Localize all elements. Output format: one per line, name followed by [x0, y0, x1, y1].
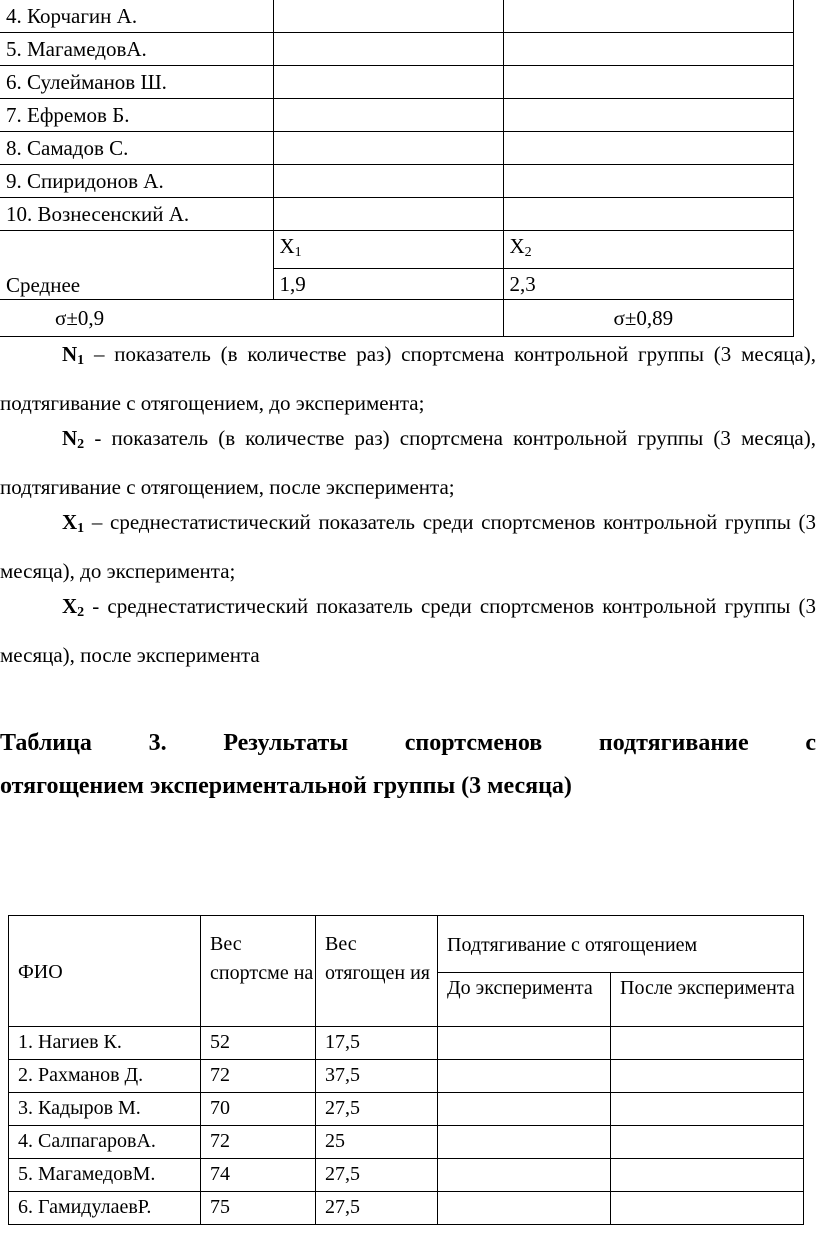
- athlete-name: 7. Ефремов Б.: [0, 99, 273, 132]
- legend-x2: $X_2$ - среднестатистический показатель среди спортсменов контрольной группы (3 месяца), после эксперимента: [0, 594, 816, 667]
- header-weight-load: Вес отягощен ия: [316, 916, 438, 1027]
- table-row: 2. Рахманов Д. 72 37,5: [9, 1060, 804, 1093]
- header-after: После эксперимента: [611, 973, 804, 1027]
- legend-n1: $N_1$ – показатель (в количестве раз) спортсмена контрольной группы (3 месяца), подтягивание с отягощением, до эксперимента;: [0, 342, 816, 415]
- x2-header: $X_2$: [503, 231, 793, 269]
- sigma-x2: σ±0,89: [503, 300, 793, 337]
- athlete-name: 4. Корчагин А.: [0, 0, 273, 33]
- sigma-row: [0, 300, 793, 337]
- header-fio: ФИО: [9, 916, 201, 1027]
- table-row: [0, 198, 793, 231]
- header-before: До эксперимента: [438, 973, 611, 1027]
- experimental-group-table: [8, 915, 804, 1225]
- caption-line-1: Таблица 3. Результаты спортсменов подтягивание с: [0, 730, 816, 756]
- legend-n2: $N_2$ - показатель (в количестве раз) спортсмена контрольной группы (3 месяца), подтягивание с отягощением, после эксперимента;: [0, 426, 816, 499]
- athlete-name: 5. МагамедовА.: [0, 33, 273, 66]
- x-header-row: [0, 231, 793, 269]
- table-row: [0, 99, 793, 132]
- table-row: 5. МагамедовМ. 74 27,5: [9, 1159, 804, 1192]
- table-caption: [0, 722, 816, 808]
- table-row: [0, 66, 793, 99]
- sigma-x1: σ±0,9: [0, 300, 503, 337]
- table-row: [0, 33, 793, 66]
- table-row: 4. СалпагаровА. 72 25: [9, 1126, 804, 1159]
- control-group-table: [0, 0, 794, 337]
- athlete-name: 9. Спиридонов А.: [0, 165, 273, 198]
- average-x2: 2,3: [503, 269, 793, 300]
- athlete-name: 6. Сулейманов Ш.: [0, 66, 273, 99]
- table-row: [0, 0, 793, 33]
- caption-line-2: отягощением экспериментальной группы (3 месяца): [0, 773, 572, 799]
- table-row: 3. Кадыров М. 70 27,5: [9, 1093, 804, 1126]
- x1-header: $X_1$: [273, 231, 503, 269]
- table-row: [0, 165, 793, 198]
- header-row: [9, 916, 804, 973]
- average-label: Среднее: [0, 231, 273, 300]
- table-row: 6. ГамидулаевР. 75 27,5: [9, 1192, 804, 1225]
- header-pullups: Подтягивание с отягощением: [438, 916, 804, 973]
- table-row: 1. Нагиев К. 52 17,5: [9, 1027, 804, 1060]
- average-x1: 1,9: [273, 269, 503, 300]
- athlete-name: 10. Вознесенский А.: [0, 198, 273, 231]
- athlete-name: 8. Самадов С.: [0, 132, 273, 165]
- header-weight-athlete: Вес спортсме на: [201, 916, 316, 1027]
- legend-x1: $X_1$ – среднестатистический показатель среди спортсменов контрольной группы (3 месяца), до эксперимента;: [0, 510, 816, 583]
- table-row: [0, 132, 793, 165]
